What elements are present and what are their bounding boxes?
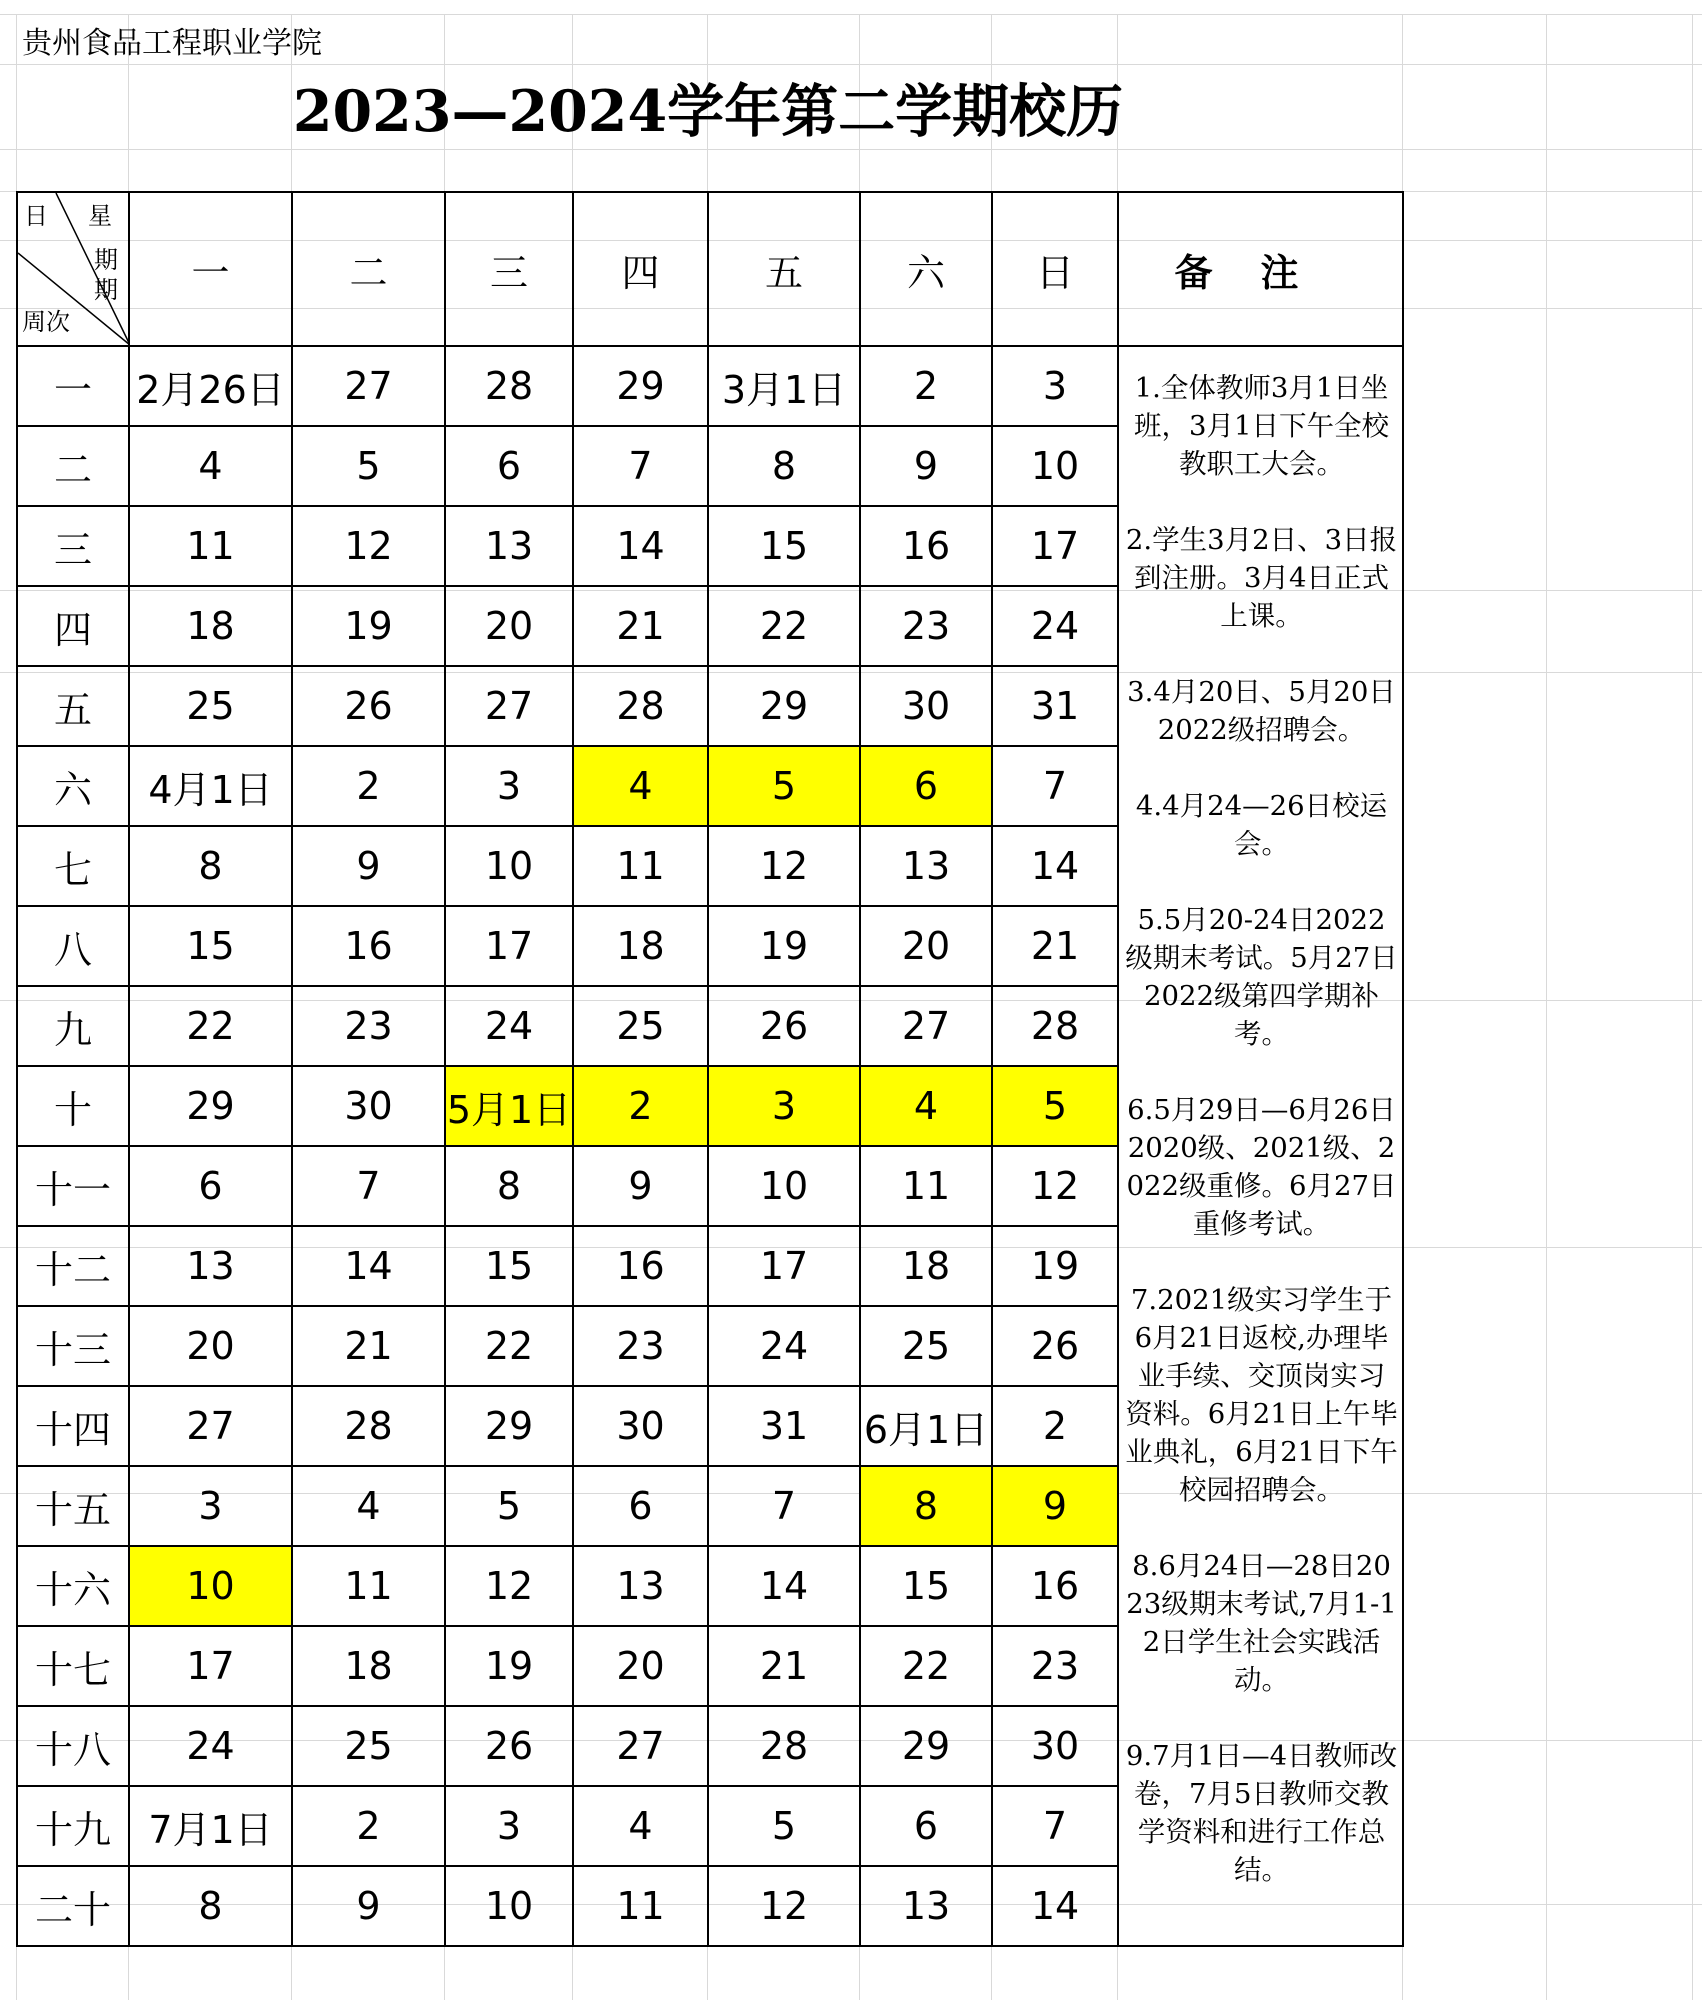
day-cell: 10 [992, 426, 1118, 506]
day-cell: 18 [129, 586, 292, 666]
day-cell: 12 [708, 826, 860, 906]
day-cell: 6 [573, 1466, 708, 1546]
day-cell: 3月1日 [708, 346, 860, 426]
day-cell: 5 [445, 1466, 573, 1546]
day-cell: 30 [573, 1386, 708, 1466]
day-cell: 13 [860, 826, 992, 906]
day-cell: 28 [445, 346, 573, 426]
week-number: 十九 [17, 1786, 129, 1866]
week-number: 三 [17, 506, 129, 586]
day-cell: 25 [860, 1306, 992, 1386]
day-cell: 23 [860, 586, 992, 666]
day-cell-holiday: 5 [992, 1066, 1118, 1146]
day-cell: 29 [708, 666, 860, 746]
day-cell: 6 [445, 426, 573, 506]
day-cell: 9 [292, 1866, 445, 1946]
day-cell: 23 [573, 1306, 708, 1386]
header-day-wed: 三 [445, 192, 573, 346]
day-cell: 21 [992, 906, 1118, 986]
day-cell: 29 [573, 346, 708, 426]
notes-cell [1118, 346, 1403, 1946]
notes-list [1119, 365, 1402, 1889]
day-cell: 16 [292, 906, 445, 986]
day-cell: 28 [292, 1386, 445, 1466]
day-cell: 20 [573, 1626, 708, 1706]
day-cell: 3 [129, 1466, 292, 1546]
day-cell: 16 [860, 506, 992, 586]
day-cell: 8 [708, 426, 860, 506]
note-item: 8.6月24日—28日2023级期末考试,7月1-12日学生社会实践活动。 [1126, 1550, 1397, 1696]
day-cell: 24 [992, 586, 1118, 666]
day-cell: 20 [860, 906, 992, 986]
header-day-fri: 五 [708, 192, 860, 346]
day-cell: 29 [129, 1066, 292, 1146]
day-cell: 16 [573, 1226, 708, 1306]
school-name: 贵州食品工程职业学院 [22, 26, 322, 61]
day-cell: 2 [860, 346, 992, 426]
week-number: 十三 [17, 1306, 129, 1386]
day-cell: 9 [292, 826, 445, 906]
day-cell: 26 [708, 986, 860, 1066]
day-cell: 11 [573, 826, 708, 906]
day-cell: 3 [445, 1786, 573, 1866]
day-cell: 11 [129, 506, 292, 586]
day-cell: 25 [129, 666, 292, 746]
day-cell: 4 [292, 1466, 445, 1546]
corner-label-week-day: 星 [88, 202, 112, 230]
day-cell: 12 [992, 1146, 1118, 1226]
day-cell: 15 [708, 506, 860, 586]
day-cell: 7 [708, 1466, 860, 1546]
day-cell: 14 [992, 1866, 1118, 1946]
day-cell: 12 [708, 1866, 860, 1946]
day-cell: 22 [860, 1626, 992, 1706]
day-cell: 4月1日 [129, 746, 292, 826]
day-cell: 14 [708, 1546, 860, 1626]
day-cell: 6月1日 [860, 1386, 992, 1466]
header-day-mon: 一 [129, 192, 292, 346]
week-number: 二十 [17, 1866, 129, 1946]
day-cell: 18 [860, 1226, 992, 1306]
header-row [17, 192, 1403, 346]
day-cell: 2月26日 [129, 346, 292, 426]
week-number: 十一 [17, 1146, 129, 1226]
day-cell: 27 [292, 346, 445, 426]
day-cell: 26 [992, 1306, 1118, 1386]
day-cell: 4 [573, 1786, 708, 1866]
gridline [1546, 14, 1547, 2000]
day-cell: 20 [445, 586, 573, 666]
day-cell: 15 [445, 1226, 573, 1306]
day-cell: 7 [573, 426, 708, 506]
day-cell: 8 [129, 826, 292, 906]
day-cell: 25 [573, 986, 708, 1066]
day-cell: 26 [445, 1706, 573, 1786]
day-cell: 8 [129, 1866, 292, 1946]
day-cell-holiday: 4 [860, 1066, 992, 1146]
week-number: 六 [17, 746, 129, 826]
day-cell: 27 [129, 1386, 292, 1466]
day-cell: 28 [992, 986, 1118, 1066]
day-cell: 6 [129, 1146, 292, 1226]
day-cell-holiday: 3 [708, 1066, 860, 1146]
day-cell: 18 [292, 1626, 445, 1706]
day-cell: 15 [860, 1546, 992, 1626]
day-cell-holiday: 5月1日 [445, 1066, 573, 1146]
day-cell: 7月1日 [129, 1786, 292, 1866]
corner-label-week-number: 周次 [22, 308, 70, 336]
day-cell: 5 [292, 426, 445, 506]
day-cell: 30 [860, 666, 992, 746]
day-cell: 24 [445, 986, 573, 1066]
day-cell: 28 [573, 666, 708, 746]
week-number: 十五 [17, 1466, 129, 1546]
day-cell: 17 [129, 1626, 292, 1706]
day-cell: 30 [292, 1066, 445, 1146]
day-cell: 11 [292, 1546, 445, 1626]
day-cell: 22 [445, 1306, 573, 1386]
day-cell: 16 [992, 1546, 1118, 1626]
day-cell: 14 [573, 506, 708, 586]
day-cell: 31 [992, 666, 1118, 746]
day-cell-holiday: 5 [708, 746, 860, 826]
day-cell: 18 [573, 906, 708, 986]
day-cell: 7 [992, 746, 1118, 826]
note-item: 7.2021级实习学生于6月21日返校,办理毕业手续、交顶岗实习资料。6月21日上午毕业典礼，6月21日下午校园招聘会。 [1125, 1284, 1398, 1506]
day-cell: 2 [292, 746, 445, 826]
day-cell: 28 [708, 1706, 860, 1786]
day-cell: 14 [992, 826, 1118, 906]
day-cell: 19 [992, 1226, 1118, 1306]
gridline [0, 64, 1702, 65]
day-cell: 6 [860, 1786, 992, 1866]
day-cell: 21 [573, 586, 708, 666]
day-cell: 7 [992, 1786, 1118, 1866]
day-cell: 13 [129, 1226, 292, 1306]
week-row [17, 346, 1403, 426]
day-cell: 10 [445, 1866, 573, 1946]
note-item: 1.全体教师3月1日坐班，3月1日下午全校教职工大会。 [1134, 372, 1389, 480]
corner-label-period-2: 期 [94, 276, 118, 304]
day-cell: 11 [860, 1146, 992, 1226]
header-day-sun: 日 [992, 192, 1118, 346]
day-cell: 13 [573, 1546, 708, 1626]
day-cell: 19 [445, 1626, 573, 1706]
day-cell: 14 [292, 1226, 445, 1306]
week-number: 四 [17, 586, 129, 666]
day-cell: 19 [708, 906, 860, 986]
day-cell: 9 [573, 1146, 708, 1226]
day-cell: 4 [129, 426, 292, 506]
header-corner-cell [17, 192, 129, 346]
day-cell: 17 [992, 506, 1118, 586]
gridline [0, 14, 1702, 15]
day-cell: 27 [445, 666, 573, 746]
page-title: 2023—2024学年第二学期校历 [292, 78, 1124, 145]
week-number: 一 [17, 346, 129, 426]
note-item: 4.4月24—26日校运会。 [1135, 790, 1388, 860]
day-cell-holiday: 8 [860, 1466, 992, 1546]
week-number: 二 [17, 426, 129, 506]
day-cell: 29 [860, 1706, 992, 1786]
corner-label-period: 期 [94, 246, 118, 274]
day-cell: 23 [292, 986, 445, 1066]
week-number: 十八 [17, 1706, 129, 1786]
day-cell: 21 [292, 1306, 445, 1386]
day-cell: 31 [708, 1386, 860, 1466]
day-cell: 15 [129, 906, 292, 986]
day-cell: 20 [129, 1306, 292, 1386]
day-cell: 24 [708, 1306, 860, 1386]
day-cell: 10 [708, 1146, 860, 1226]
day-cell-holiday: 6 [860, 746, 992, 826]
header-day-thu: 四 [573, 192, 708, 346]
day-cell: 12 [445, 1546, 573, 1626]
day-cell: 2 [292, 1786, 445, 1866]
note-item: 2.学生3月2日、3日报到注册。3月4日正式上课。 [1125, 524, 1398, 632]
day-cell: 22 [129, 986, 292, 1066]
week-number: 八 [17, 906, 129, 986]
day-cell: 21 [708, 1626, 860, 1706]
day-cell-holiday: 9 [992, 1466, 1118, 1546]
gridline [1692, 14, 1693, 2000]
week-number: 十二 [17, 1226, 129, 1306]
day-cell: 3 [992, 346, 1118, 426]
week-number: 十六 [17, 1546, 129, 1626]
week-number: 十 [17, 1066, 129, 1146]
day-cell: 29 [445, 1386, 573, 1466]
day-cell: 24 [129, 1706, 292, 1786]
day-cell: 22 [708, 586, 860, 666]
day-cell: 17 [445, 906, 573, 986]
day-cell: 5 [708, 1786, 860, 1866]
day-cell: 19 [292, 586, 445, 666]
day-cell: 30 [992, 1706, 1118, 1786]
header-day-tue: 二 [292, 192, 445, 346]
note-item: 6.5月29日—6月26日2020级、2021级、2022级重修。6月27日重修考试。 [1126, 1094, 1397, 1240]
day-cell: 12 [292, 506, 445, 586]
week-number: 十四 [17, 1386, 129, 1466]
note-item: 9.7月1日—4日教师改卷，7月5日教师交教学资料和进行工作总结。 [1125, 1740, 1398, 1886]
day-cell: 8 [445, 1146, 573, 1226]
day-cell: 23 [992, 1626, 1118, 1706]
header-day-sat: 六 [860, 192, 992, 346]
day-cell: 13 [860, 1866, 992, 1946]
day-cell: 26 [292, 666, 445, 746]
note-item: 3.4月20日、5月20日2022级招聘会。 [1127, 676, 1396, 746]
day-cell: 27 [573, 1706, 708, 1786]
day-cell: 3 [445, 746, 573, 826]
day-cell: 10 [445, 826, 573, 906]
week-number: 五 [17, 666, 129, 746]
day-cell: 2 [992, 1386, 1118, 1466]
corner-label-day: 日 [24, 202, 48, 230]
day-cell-holiday: 4 [573, 746, 708, 826]
day-cell: 13 [445, 506, 573, 586]
day-cell: 25 [292, 1706, 445, 1786]
day-cell: 11 [573, 1866, 708, 1946]
day-cell-holiday: 10 [129, 1546, 292, 1626]
day-cell: 9 [860, 426, 992, 506]
week-number: 十七 [17, 1626, 129, 1706]
week-number: 九 [17, 986, 129, 1066]
day-cell: 27 [860, 986, 992, 1066]
calendar-table [16, 191, 1404, 1947]
note-item: 5.5月20-24日2022级期末考试。5月27日 2022级第四学期补考。 [1125, 904, 1398, 1050]
day-cell: 7 [292, 1146, 445, 1226]
day-cell-holiday: 2 [573, 1066, 708, 1146]
calendar-body [17, 346, 1403, 1946]
header-notes: 备注 [1118, 192, 1403, 346]
week-number: 七 [17, 826, 129, 906]
day-cell: 17 [708, 1226, 860, 1306]
